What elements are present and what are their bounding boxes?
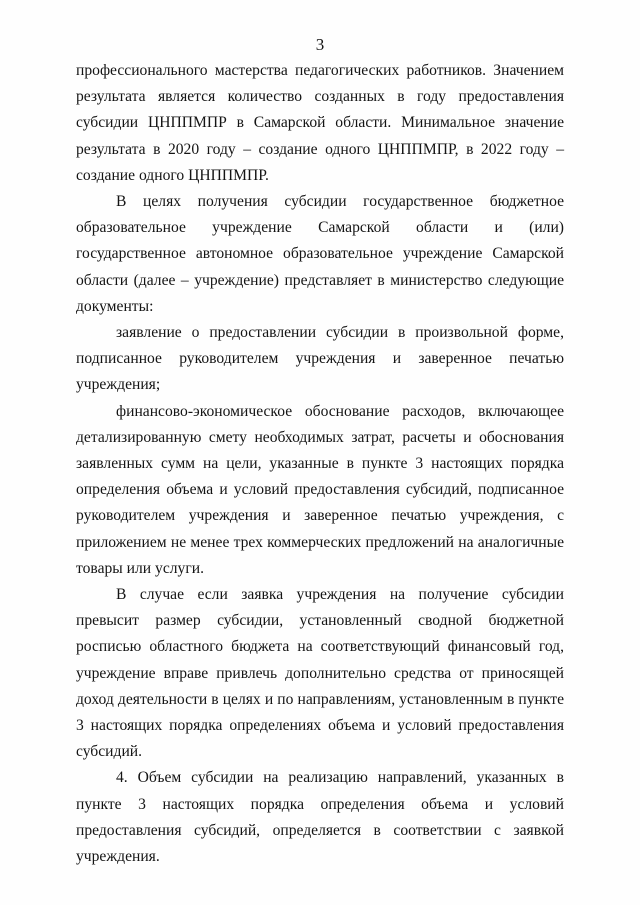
page-number: 3 xyxy=(315,35,325,54)
paragraph-continuation: профессионального мастерства педагогических работников. Значением результата является количество созданных в году предоставления субсидии ЦНППМПР в Самарской области. Минимальное значение результата в 2020 году – создание одного ЦНППМПР, в 2022 году – создание одного ЦНППМПР. xyxy=(76,62,564,184)
paragraph-documents-intro: В целях получения субсидии государственное бюджетное образовательное учреждение Самарской области и (или) государственное автономное образовательное учреждение Самарской области (далее – учреждение) представляет в министерство следующие документы: xyxy=(76,193,564,315)
paragraph-excess-request: В случае если заявка учреждения на получение субсидии превысит размер субсидии, установленный сводной бюджетной росписью областного бюджета на соответствующий финансовый год, учреждение вправе привлечь дополнительно средства от приносящей доход деятельности в целях и по направлениям, установленным в пункте 3 настоящих порядка определениях объема и условий предоставления субсидий. xyxy=(76,586,564,761)
paragraph-financial-justification-item: финансово-экономическое обоснование расходов, включающее детализированную смету необходимых затрат, расчеты и обоснования заявленных сумм на цели, указанные в пункте 3 настоящих порядка определения объема и условий предоставления субсидий, подписанное руководителем учреждения и заверенное печатью учреждения, с приложением не менее трех коммерческих предложений на аналогичные товары или услуги. xyxy=(76,402,564,577)
document-body xyxy=(76,58,564,870)
paragraph-section-4: 4. Объем субсидии на реализацию направлений, указанных в пункте 3 настоящих порядка определения объема и условий предоставления субсидий, определяется в соответствии с заявкой учреждения. xyxy=(76,769,564,866)
paragraph-application-item: заявление о предоставлении субсидии в произвольной форме, подписанное руководителем учреждения и заверенное печатью учреждения; xyxy=(76,324,564,394)
